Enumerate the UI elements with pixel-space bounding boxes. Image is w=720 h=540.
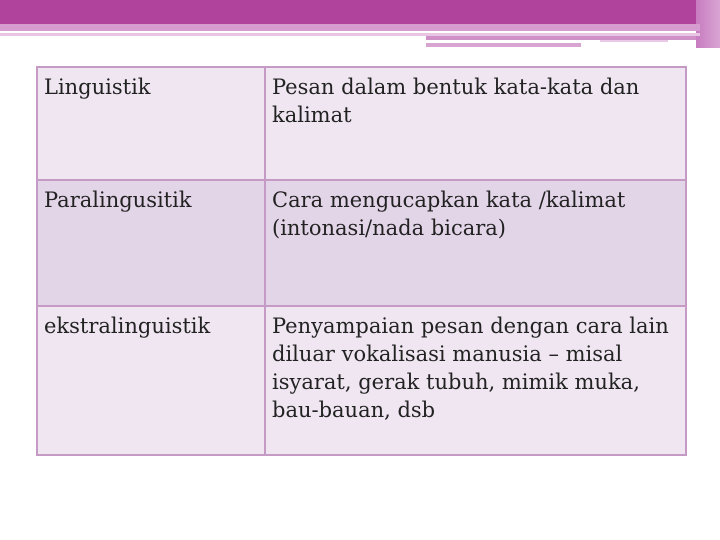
- term-cell: Paralingusitik: [37, 180, 265, 306]
- description-cell: Penyampaian pesan dengan cara lain diluar vokalisasi manusia – misal isyarat, gerak tubuh, mimik muka, bau-bauan, dsb: [265, 306, 686, 455]
- content-table: [36, 66, 687, 456]
- table-row: [37, 180, 686, 306]
- description-cell: Cara mengucapkan kata /kalimat (intonasi/nada bicara): [265, 180, 686, 306]
- description-cell: Pesan dalam bentuk kata-kata dan kalimat: [265, 67, 686, 180]
- decorative-stripe: [426, 43, 581, 47]
- table-row: [37, 67, 686, 180]
- decorative-stripe: [600, 40, 668, 42]
- decorative-stripe: [0, 24, 700, 31]
- header-bar: [0, 0, 720, 24]
- term-cell: ekstralinguistik: [37, 306, 265, 455]
- term-cell: Linguistik: [37, 67, 265, 180]
- table-row: [37, 306, 686, 455]
